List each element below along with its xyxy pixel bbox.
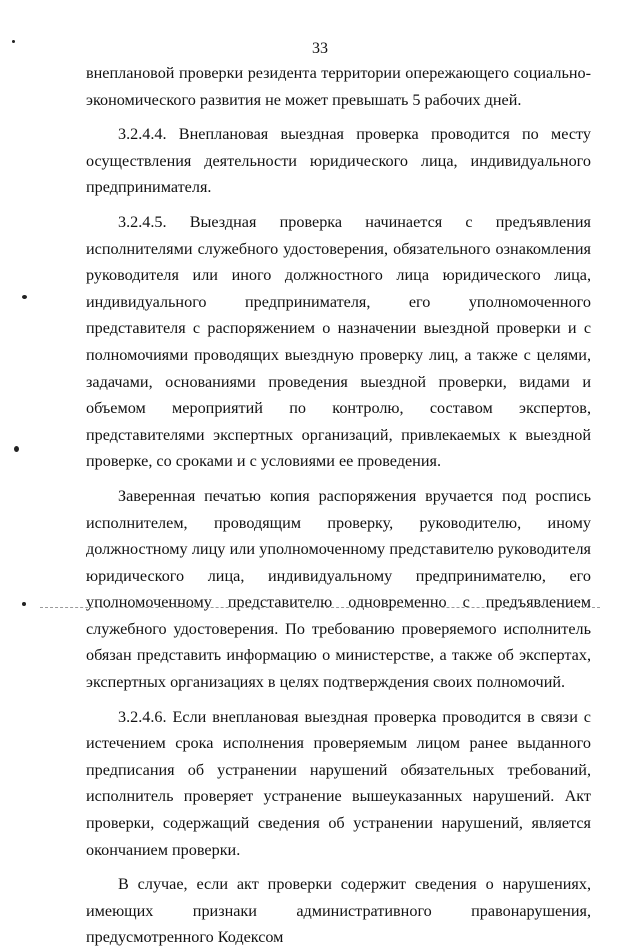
scan-mark-upper bbox=[22, 295, 27, 299]
page-number: 33 bbox=[312, 40, 328, 57]
paragraph-certified-copy: Заверенная печатью копия распоряжения вручается под роспись исполнителем, проводящим проверку, руководителю, иному должностному лицу или уполномоченному представителю руководителя юридического лица, индивидуальному предпринимателю, его уполномоченному представителю одновременно с предъявлением служебного удостоверения. По требованию проверяемого исполнитель обязан представить информацию о министерстве, а также об экспертах, экспертных организациях в целях подтверждения своих полномочий. bbox=[86, 486, 591, 692]
paragraph-3-2-4-6: 3.2.4.6. Если внеплановая выездная проверка проводится в связи с истечением срока исполнения проверяемым лицом ранее выданного предписания об устранении нарушений обязательных требований, исполнитель проверяет устранение вышеуказанных нарушений. Акт проверки, содержащий сведения об устранении нарушений, является окончанием проверки. bbox=[86, 707, 591, 859]
paragraph-continuation: внеплановой проверки резидента территории опережающего социально-экономического развития не может превышать 5 рабочих дней. bbox=[86, 64, 591, 109]
paragraph-3-2-4-5: 3.2.4.5. Выездная проверка начинается с предъявления исполнителями служебного удостоверения, обязательного ознакомления руководителя или иного должностного лица юридического лица, индивидуального предпринимателя, его уполномоченного представителя с распоряжением о назначении выездной проверки и с полномочиями проводящих выездную проверку лиц, а также с целями, задачами, основаниями проведения выездной проверки, видами и объемом мероприятий по контролю, составом экспертов, представителями экспертных организаций, привлекаемых к выездной проверке, со сроками и с условиями ее проведения. bbox=[86, 212, 591, 471]
scan-mark-lower bbox=[22, 602, 26, 606]
scan-mark-top bbox=[12, 40, 15, 43]
scan-fold-line bbox=[40, 607, 600, 608]
document-body bbox=[86, 60, 591, 951]
paragraph-violations: В случае, если акт проверки содержит сведения о нарушениях, имеющих признаки административного правонарушения, предусмотренного Кодексом bbox=[86, 875, 591, 947]
scan-mark-middle bbox=[14, 446, 19, 452]
paragraph-3-2-4-4: 3.2.4.4. Внеплановая выездная проверка проводится по месту осуществления деятельности юридического лица, индивидуального предпринимателя. bbox=[86, 125, 591, 197]
